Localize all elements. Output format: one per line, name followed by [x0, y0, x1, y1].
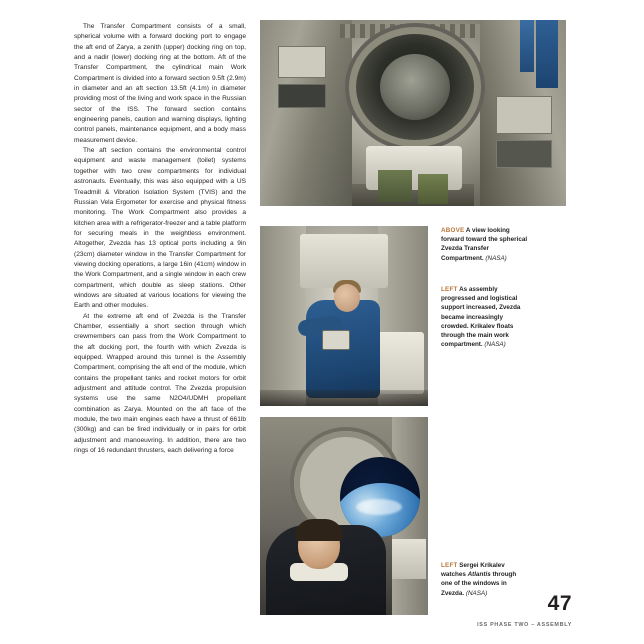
caption-2-credit: (NASA): [482, 341, 506, 349]
crewmember-head: [334, 284, 360, 312]
crewmember-hair: [295, 519, 343, 541]
paragraph-1: The Transfer Compartment consists of a small, spherical volume with a forward docking port to engage the aft end of Zarya, a zenith (upper) docking ring on top, and a nadir (lower) docking ring at the bottom. Aft of the Transfer Compartment, the cylindrical main Work Compartment is divided into a forward section 9.5ft (2.9m) in diameter and an aft section 13.5ft (4.1m) in diameter providing most of the living and work space in the Russian sector of the ISS. The forward section contains engineering panels, caution and warning displays, lighting control panels, maintenance equipment, and a body mass measurement device.: [74, 23, 246, 144]
page-number: 47: [547, 592, 572, 615]
caption-2-text: As assembly progressed and logistical support increased, Zvezda became increasingly crowded. Krikalev floats through the main work compartment.: [441, 286, 521, 349]
photo-1-scene: [260, 20, 566, 206]
caption-photo-3: [441, 561, 529, 598]
caption-3-text-italic: Atlantis: [467, 571, 491, 579]
control-panel-2: [278, 84, 326, 108]
forward-hatch: [356, 34, 474, 140]
green-container-1: [378, 170, 412, 202]
running-footer: ISS PHASE TWO – ASSEMBLY: [477, 622, 572, 628]
blue-stowage-bag-b: [520, 20, 534, 72]
caption-1-credit: (NASA): [483, 254, 507, 262]
photo-krikalev-at-window: [260, 417, 428, 615]
stowage-bag: [392, 539, 426, 579]
control-panel-1: [278, 46, 326, 78]
photo-krikalev-work-compartment: [260, 226, 428, 406]
control-panel-3: [496, 96, 552, 134]
caption-3-text-part-1: Sergei Krikalev watches: [441, 562, 505, 579]
caption-3-credit: (NASA): [465, 589, 488, 597]
paragraph-3: At the extreme aft end of Zvezda is the Transfer Chamber, essentially a short section through which crewmembers can pass from the Work Compartment to the aft docking port, the fourth with which Zvezda is equipped. Wrapped around this tunnel is the Assembly Compartment, comprising the aft end of the module, which contains the propellant tanks and rocket motors for orbit adjustment and attitude control. The Zvezda propulsion systems use the same N2O4/UDMH propellant combination as Zarya. Mounted on the aft face of the module, the two main engines each have a thrust of 661lb (300kg) and can be fired individually or in pairs for orbit adjustment and manoeuvring. In addition, there are two rings of 16 redundant thrusters, each delivering a force: [74, 312, 246, 455]
control-panel-4: [496, 140, 552, 168]
caption-photo-1: [441, 226, 529, 263]
photo-3-scene: [260, 417, 428, 615]
photo-2-foreground-shadow: [260, 390, 428, 406]
caption-1-lead: ABOVE: [441, 227, 465, 234]
photo-zvezda-transfer-compartment: [260, 20, 566, 206]
body-text-column: [74, 22, 246, 456]
caption-photo-2: [441, 285, 529, 349]
cloud-band: [356, 499, 402, 515]
caption-2-lead: LEFT: [441, 286, 458, 293]
green-container-2: [418, 174, 448, 204]
photo-2-scene: [260, 226, 428, 406]
hatch-opening: [380, 54, 450, 120]
caption-3-text-part-2: through one of the windows in Zvezda.: [441, 571, 517, 597]
blue-stowage-bag-a: [536, 20, 558, 88]
caption-1-text: A view looking forward toward the spherical Zvezda Transfer Compartment.: [441, 227, 528, 262]
handheld-equipment: [322, 330, 350, 350]
caption-3-lead: LEFT: [441, 562, 458, 569]
paragraph-2: The aft section contains the environmental control equipment and waste management (toilet) systems together with two crew compartments for individual astronauts. Eventually, this was also equipped with a US Treadmill & Vibration Isolation System (TVIS) and the Russian Vela Ergometer for exercise and physical fitness monitoring. The Work Compartment also provides a kitchen area with a refrigerator-freezer and a table platform for securing meals in the weightless environment. Altogether, Zvezda has 13 optical ports including a 9in (23cm) diameter window in the Transfer Compartment for viewing docking operations, a large 16in (41cm) window in the Work Compartment, and a single window in each crew compartment, which double as sleep stations. Other windows are situated at various locations for viewing the Earth and other modules.: [74, 147, 246, 310]
